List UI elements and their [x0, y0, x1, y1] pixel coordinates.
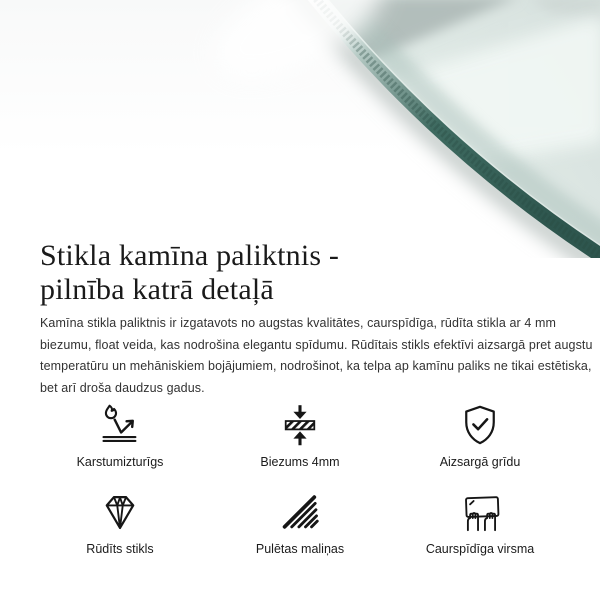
- feature-item-polished-edges: [215, 490, 385, 557]
- feature-item-heat-resistant: [35, 403, 205, 470]
- feature-label: Biezums 4mm: [260, 455, 340, 469]
- title-line-2: pilnība katrā detaļā: [40, 273, 274, 306]
- title-line-1: Stikla kamīna paliktnis -: [40, 239, 340, 272]
- hero-glass-photo: [0, 0, 600, 258]
- flame-bounce-arrow-icon: [98, 403, 142, 447]
- feature-label: Karstumizturīgs: [76, 455, 164, 469]
- intro-paragraph: Kamīna stikla paliktnis ir izgatavots no augstas kvalitātes, caurspīdīga, rūdīta stikla ar 4 mm biezumu, float veida, kas nodrošina elegantu spīdumu. Rūdītais stikls efektīvi aizsargā pret augstu temperatūru un mehāniskiem bojājumiem, nodrošinot, ka telpa ap kamīnu paliks ne tikai estētiska, bet arī droša daudzus gadus.: [40, 316, 593, 395]
- page-title: [40, 239, 339, 307]
- feature-label: Pulētas maliņas: [255, 542, 345, 556]
- diamond-icon: [98, 490, 142, 534]
- thickness-arrows-icon: [278, 403, 322, 447]
- feature-item-thickness: [215, 403, 385, 470]
- shield-check-icon: [458, 403, 502, 447]
- hands-holding-glass-icon: [458, 490, 502, 534]
- feature-item-protects-floor: [395, 403, 565, 470]
- feature-label: Aizsargā grīdu: [439, 455, 521, 469]
- feature-item-transparent-surface: [395, 490, 565, 557]
- feature-item-tempered-glass: [35, 490, 205, 557]
- diagonal-stripes-icon: [278, 490, 322, 534]
- feature-label: Caurspīdīga virsma: [425, 542, 535, 556]
- features-grid: [30, 403, 570, 557]
- feature-label: Rūdīts stikls: [86, 542, 154, 556]
